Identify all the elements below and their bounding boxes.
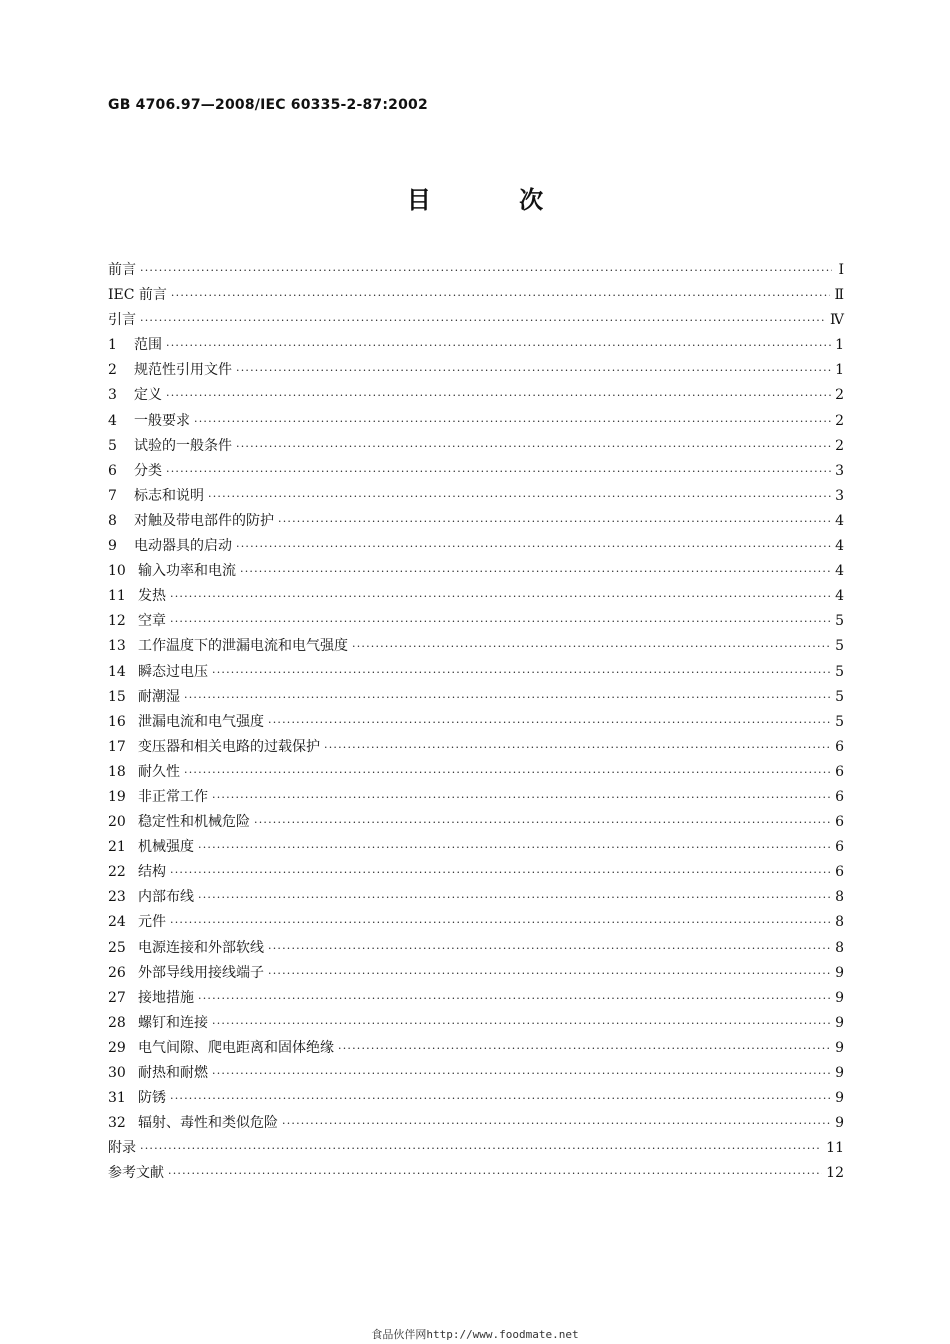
toc-entry-number: 14 xyxy=(108,663,126,680)
toc-dot-leader xyxy=(352,640,831,653)
toc-entry-label: 前言 xyxy=(108,262,136,278)
toc-entry-page: 9 xyxy=(835,964,844,981)
toc-entry-label: 范围 xyxy=(134,337,162,354)
toc-dot-leader xyxy=(338,1042,831,1055)
toc-title: 目 次 xyxy=(406,185,584,214)
toc-entry-number: 27 xyxy=(108,989,126,1006)
toc-entry-page: 12 xyxy=(826,1165,844,1182)
toc-entry[interactable] xyxy=(108,661,844,686)
toc-entry-page: 2 xyxy=(835,412,844,429)
toc-entry-label: 泄漏电流和电气强度 xyxy=(138,713,264,730)
toc-dot-leader xyxy=(170,866,831,879)
toc-entry-page: 9 xyxy=(835,1090,844,1107)
toc-entry-number: 28 xyxy=(108,1014,126,1031)
toc-entry-label: 稳定性和机械危险 xyxy=(138,814,250,831)
toc-dot-leader xyxy=(254,816,831,829)
toc-entry[interactable] xyxy=(108,736,844,761)
toc-dot-leader xyxy=(268,967,831,980)
toc-entry-page: 5 xyxy=(835,613,844,630)
toc-entry-number: 10 xyxy=(108,563,126,580)
toc-dot-leader xyxy=(198,841,831,854)
toc-dot-leader xyxy=(198,891,831,904)
toc-entry-label: 非正常工作 xyxy=(138,788,208,805)
toc-entry-page: 2 xyxy=(835,387,844,404)
toc-entry[interactable] xyxy=(108,937,844,962)
toc-entry[interactable] xyxy=(108,886,844,911)
toc-entry[interactable] xyxy=(108,987,844,1012)
toc-entry-number: 22 xyxy=(108,864,126,881)
toc-entry-page: Ⅳ xyxy=(830,312,844,329)
toc-entry-page: 2 xyxy=(835,437,844,454)
toc-entry-label: 防锈 xyxy=(138,1090,166,1107)
toc-entry-number: 18 xyxy=(108,763,126,780)
toc-entry-page: 1 xyxy=(835,337,844,354)
toc-entry[interactable] xyxy=(108,1087,844,1112)
toc-entry-label: 辐射、毒性和类似危险 xyxy=(138,1115,278,1132)
toc-entry-number: 21 xyxy=(108,839,126,856)
toc-entry-page: 9 xyxy=(835,1014,844,1031)
toc-entry-page: 9 xyxy=(835,989,844,1006)
toc-entry-number: 8 xyxy=(108,512,117,529)
toc-dot-leader xyxy=(184,691,831,704)
toc-entry-number: 25 xyxy=(108,939,126,956)
toc-dot-leader xyxy=(212,1017,831,1030)
toc-entry-number: 30 xyxy=(108,1065,126,1081)
toc-entry-number: 24 xyxy=(108,914,126,931)
toc-entry[interactable] xyxy=(108,435,844,460)
toc-entry[interactable] xyxy=(108,359,844,384)
toc-entry[interactable] xyxy=(108,836,844,861)
toc-entry-number: 29 xyxy=(108,1039,126,1056)
toc-dot-leader xyxy=(171,289,831,302)
toc-entry-page: 4 xyxy=(835,588,844,605)
toc-dot-leader xyxy=(166,339,831,352)
toc-entry-page: 6 xyxy=(835,738,844,755)
toc-entry-label: 耐久性 xyxy=(138,763,180,780)
toc-entry-label: 一般要求 xyxy=(134,412,190,429)
toc-entry-page: 3 xyxy=(835,487,844,504)
toc-dot-leader xyxy=(240,565,831,578)
toc-dot-leader xyxy=(212,1067,831,1080)
toc-entry[interactable] xyxy=(108,1162,844,1187)
toc-entry-number: 2 xyxy=(108,362,117,379)
toc-entry[interactable] xyxy=(108,535,844,560)
toc-entry[interactable] xyxy=(108,1012,844,1037)
toc-dot-leader xyxy=(212,666,831,679)
toc-entry[interactable] xyxy=(108,711,844,736)
toc-dot-leader xyxy=(194,415,831,428)
toc-dot-leader xyxy=(140,264,832,277)
toc-dot-leader xyxy=(278,515,831,528)
toc-entry-page: 5 xyxy=(835,688,844,705)
toc-entry-label: 元件 xyxy=(138,914,166,931)
toc-entry-number: 6 xyxy=(108,462,117,479)
toc-dot-leader xyxy=(236,540,831,553)
toc-entry-number: 16 xyxy=(108,713,126,730)
toc-entry-number: 15 xyxy=(108,688,126,705)
toc-entry-label: 电气间隙、爬电距离和固体绝缘 xyxy=(138,1039,334,1056)
toc-entry-page: 8 xyxy=(835,889,844,906)
toc-dot-leader xyxy=(198,992,831,1005)
toc-entry[interactable] xyxy=(108,786,844,811)
toc-entry-page: 4 xyxy=(835,563,844,580)
toc-dot-leader xyxy=(324,741,831,754)
toc-entry-page: 3 xyxy=(835,462,844,479)
toc-dot-leader xyxy=(140,314,826,327)
toc-entry-label: 电源连接和外部软线 xyxy=(138,939,264,956)
toc-entry-page: Ⅱ xyxy=(834,287,844,304)
toc-entry[interactable] xyxy=(108,962,844,987)
toc-entry-page: 5 xyxy=(835,663,844,680)
toc-entry-number: 19 xyxy=(108,788,126,805)
toc-entry-number: 12 xyxy=(108,613,126,630)
toc-entry[interactable] xyxy=(108,410,844,435)
toc-entry[interactable] xyxy=(108,485,844,510)
toc-dot-leader xyxy=(170,615,831,628)
toc-entry[interactable] xyxy=(108,334,844,359)
toc-entry-number: 23 xyxy=(108,889,126,906)
toc-entry-label: 耐热和耐燃 xyxy=(138,1065,208,1081)
toc-entry-number: 31 xyxy=(108,1090,126,1107)
toc-entry-page: 9 xyxy=(835,1065,844,1081)
toc-entry-page: 4 xyxy=(835,512,844,529)
toc-dot-leader xyxy=(166,389,831,402)
toc-dot-leader xyxy=(170,1092,831,1105)
toc-entry[interactable] xyxy=(108,1062,844,1087)
toc-entry-label: 瞬态过电压 xyxy=(138,663,208,680)
toc-dot-leader xyxy=(212,791,831,804)
toc-entry-label: 发热 xyxy=(138,588,166,605)
toc-entry[interactable] xyxy=(108,911,844,936)
toc-entry-label: 电动器具的启动 xyxy=(134,538,232,555)
toc-dot-leader xyxy=(140,1142,822,1155)
toc-entry[interactable] xyxy=(108,384,844,409)
toc-dot-leader xyxy=(168,1167,822,1180)
toc-entry[interactable] xyxy=(108,1037,844,1062)
toc-entry-label: 外部导线用接线端子 xyxy=(138,964,264,981)
toc-entry-page: 6 xyxy=(835,763,844,780)
toc-entry-label: 试验的一般条件 xyxy=(134,437,232,454)
toc-entry[interactable] xyxy=(108,259,844,284)
toc-dot-leader xyxy=(282,1117,831,1130)
toc-dot-leader xyxy=(184,766,831,779)
toc-entry-number: 17 xyxy=(108,738,126,755)
toc-entry-page: 5 xyxy=(835,713,844,730)
toc-dot-leader xyxy=(170,916,831,929)
toc-entry-number: 9 xyxy=(108,538,117,555)
toc-entry-number: 32 xyxy=(108,1115,126,1132)
toc-entry-number: 3 xyxy=(108,387,117,404)
toc-entry[interactable] xyxy=(108,510,844,535)
toc-entry-number: 20 xyxy=(108,814,126,831)
toc-entry-page: 5 xyxy=(835,638,844,655)
toc-entry-label: 螺钉和连接 xyxy=(138,1014,208,1031)
toc-entry-page: 9 xyxy=(835,1039,844,1056)
toc-entry[interactable] xyxy=(108,1137,844,1162)
toc-entry-label: 工作温度下的泄漏电流和电气强度 xyxy=(138,638,348,655)
toc-entry-page: 6 xyxy=(835,864,844,881)
standard-code: GB 4706.97—2008/IEC 60335-2-87:2002 xyxy=(108,97,428,113)
toc-entry[interactable] xyxy=(108,811,844,836)
toc-entry[interactable] xyxy=(108,861,844,886)
toc-dot-leader xyxy=(208,490,831,503)
toc-entry-label: 结构 xyxy=(138,864,166,881)
toc-entry-label: 对触及带电部件的防护 xyxy=(134,512,274,529)
toc-entry-label: 定义 xyxy=(134,387,162,404)
toc-entry-number: 5 xyxy=(108,437,117,454)
toc-entry-page: 6 xyxy=(835,788,844,805)
toc-entry-number: 1 xyxy=(108,337,117,354)
toc-entry-page: 8 xyxy=(835,914,844,931)
toc-dot-leader xyxy=(236,440,831,453)
toc-entry[interactable] xyxy=(108,284,844,309)
toc-entry-label: 接地措施 xyxy=(138,989,194,1006)
toc-entry-label: 引言 xyxy=(108,312,136,329)
table-of-contents xyxy=(108,259,844,1187)
toc-entry-page: 1 xyxy=(835,362,844,379)
toc-dot-leader xyxy=(268,716,831,729)
toc-entry-page: 9 xyxy=(835,1115,844,1132)
toc-dot-leader xyxy=(166,465,831,478)
toc-entry-number: 7 xyxy=(108,487,117,504)
toc-entry[interactable] xyxy=(108,460,844,485)
toc-dot-leader xyxy=(268,942,831,955)
toc-entry-page: 8 xyxy=(835,939,844,956)
toc-entry-label: 附录 xyxy=(108,1140,136,1157)
toc-entry-label: 输入功率和电流 xyxy=(138,563,236,580)
toc-entry-page: 11 xyxy=(826,1140,844,1157)
toc-entry-label: 参考文献 xyxy=(108,1165,164,1182)
toc-entry-number: 13 xyxy=(108,638,126,655)
toc-entry-label: 规范性引用文件 xyxy=(134,362,232,379)
toc-entry-label: 分类 xyxy=(134,462,162,479)
toc-entry-page: 4 xyxy=(835,538,844,555)
toc-entry-label: 标志和说明 xyxy=(134,487,204,504)
toc-entry[interactable] xyxy=(108,686,844,711)
footer-watermark: 食品伙伴网http://www.foodmate.net xyxy=(371,1328,579,1341)
toc-entry[interactable] xyxy=(108,1112,844,1137)
toc-entry[interactable] xyxy=(108,309,844,334)
toc-entry-page: 6 xyxy=(835,814,844,831)
toc-entry-label: 空章 xyxy=(138,613,166,630)
toc-entry-page: 6 xyxy=(835,839,844,856)
toc-entry-number: 4 xyxy=(108,412,117,429)
toc-entry[interactable] xyxy=(108,761,844,786)
toc-entry[interactable] xyxy=(108,610,844,635)
toc-entry-page: Ⅰ xyxy=(838,262,844,278)
toc-entry-label: 变压器和相关电路的过载保护 xyxy=(138,738,320,755)
toc-entry[interactable] xyxy=(108,560,844,585)
toc-entry[interactable] xyxy=(108,585,844,610)
toc-entry-label: 机械强度 xyxy=(138,839,194,856)
toc-entry-number: 26 xyxy=(108,964,126,981)
toc-entry-label: 内部布线 xyxy=(138,889,194,906)
toc-dot-leader xyxy=(170,590,831,603)
toc-entry-label: IEC 前言 xyxy=(108,287,167,304)
toc-entry-label: 耐潮湿 xyxy=(138,688,180,705)
toc-dot-leader xyxy=(236,364,831,377)
toc-entry-number: 11 xyxy=(108,588,126,605)
toc-entry[interactable] xyxy=(108,635,844,660)
